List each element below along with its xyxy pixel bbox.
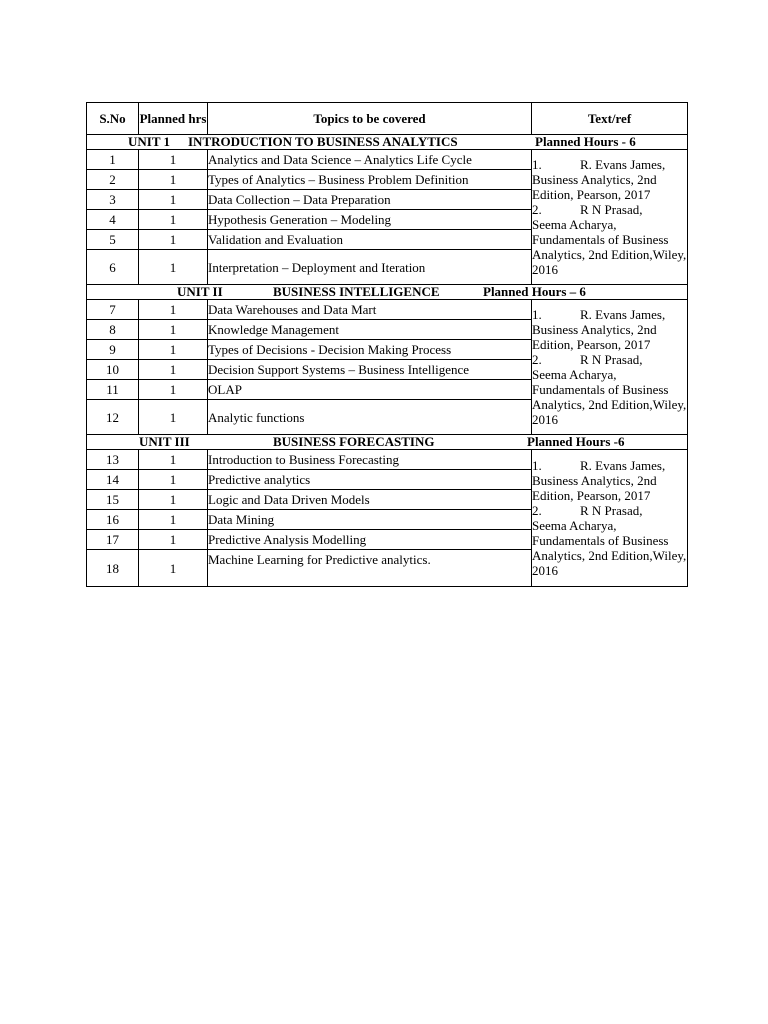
cell-sno: 4 bbox=[87, 210, 139, 230]
cell-sno: 14 bbox=[87, 470, 139, 490]
cell-sno: 15 bbox=[87, 490, 139, 510]
unit-planned-hours: Planned Hours -6 bbox=[527, 434, 625, 449]
cell-topic: Logic and Data Driven Models bbox=[208, 490, 532, 510]
header-topics: Topics to be covered bbox=[208, 103, 532, 135]
unit-header bbox=[87, 135, 688, 150]
cell-sno: 17 bbox=[87, 530, 139, 550]
reference-1 bbox=[532, 458, 687, 503]
cell-planned-hrs: 1 bbox=[139, 450, 208, 470]
reference-1-details: Business Analytics, 2nd Edition, Pearson, 2017 bbox=[532, 473, 657, 503]
unit-label: UNIT 1 bbox=[128, 134, 171, 149]
reference-1-author: R. Evans James, bbox=[580, 157, 666, 172]
cell-sno: 8 bbox=[87, 320, 139, 340]
reference-2 bbox=[532, 202, 687, 277]
cell-topic: Data Warehouses and Data Mart bbox=[208, 300, 532, 320]
cell-planned-hrs: 1 bbox=[139, 490, 208, 510]
cell-topic: Predictive analytics bbox=[208, 470, 532, 490]
cell-topic: Predictive Analysis Modelling bbox=[208, 530, 532, 550]
cell-sno: 5 bbox=[87, 230, 139, 250]
reference-2-author: R N Prasad, bbox=[580, 352, 643, 367]
cell-topic: Types of Analytics – Business Problem Definition bbox=[208, 170, 532, 190]
cell-topic: Types of Decisions - Decision Making Process bbox=[208, 340, 532, 360]
cell-topic: Analytic functions bbox=[208, 400, 532, 435]
reference-2-author: R N Prasad, bbox=[580, 503, 643, 518]
cell-planned-hrs: 1 bbox=[139, 510, 208, 530]
cell-sno: 3 bbox=[87, 190, 139, 210]
cell-planned-hrs: 1 bbox=[139, 400, 208, 435]
document-page bbox=[86, 102, 687, 587]
cell-topic: Machine Learning for Predictive analytics. bbox=[208, 550, 532, 587]
header-planned-hrs: Planned hrs bbox=[139, 103, 208, 135]
cell-sno: 9 bbox=[87, 340, 139, 360]
cell-topic: Knowledge Management bbox=[208, 320, 532, 340]
reference-1-author: R. Evans James, bbox=[580, 458, 666, 473]
cell-topic: Interpretation – Deployment and Iteration bbox=[208, 250, 532, 285]
cell-topic: Data Mining bbox=[208, 510, 532, 530]
unit-title: INTRODUCTION TO BUSINESS ANALYTICS bbox=[188, 134, 458, 149]
reference-1-author: R. Evans James, bbox=[580, 307, 666, 322]
cell-text-references bbox=[532, 150, 688, 285]
cell-planned-hrs: 1 bbox=[139, 360, 208, 380]
cell-topic: Analytics and Data Science – Analytics Life Cycle bbox=[208, 150, 532, 170]
cell-sno: 16 bbox=[87, 510, 139, 530]
unit-header-row bbox=[87, 435, 688, 450]
reference-1-number: 1. bbox=[532, 458, 542, 473]
cell-planned-hrs: 1 bbox=[139, 300, 208, 320]
cell-planned-hrs: 1 bbox=[139, 190, 208, 210]
cell-sno: 18 bbox=[87, 550, 139, 587]
cell-sno: 7 bbox=[87, 300, 139, 320]
reference-1-details: Business Analytics, 2nd Edition, Pearson, 2017 bbox=[532, 322, 657, 352]
cell-sno: 13 bbox=[87, 450, 139, 470]
cell-sno: 12 bbox=[87, 400, 139, 435]
reference-1 bbox=[532, 307, 687, 352]
reference-2 bbox=[532, 352, 687, 427]
reference-1 bbox=[532, 157, 687, 202]
cell-planned-hrs: 1 bbox=[139, 470, 208, 490]
cell-text-references bbox=[532, 450, 688, 587]
cell-sno: 6 bbox=[87, 250, 139, 285]
cell-planned-hrs: 1 bbox=[139, 170, 208, 190]
reference-2-number: 2. bbox=[532, 352, 542, 367]
cell-topic: Hypothesis Generation – Modeling bbox=[208, 210, 532, 230]
table-row bbox=[87, 300, 688, 320]
header-sno: S.No bbox=[87, 103, 139, 135]
cell-sno: 1 bbox=[87, 150, 139, 170]
cell-planned-hrs: 1 bbox=[139, 340, 208, 360]
cell-planned-hrs: 1 bbox=[139, 250, 208, 285]
cell-sno: 11 bbox=[87, 380, 139, 400]
unit-title: BUSINESS FORECASTING bbox=[273, 434, 435, 449]
header-textref: Text/ref bbox=[532, 103, 688, 135]
reference-1-number: 1. bbox=[532, 157, 542, 172]
cell-sno: 10 bbox=[87, 360, 139, 380]
cell-topic: Data Collection – Data Preparation bbox=[208, 190, 532, 210]
lesson-plan-table bbox=[86, 102, 688, 587]
header-row bbox=[87, 103, 688, 135]
cell-planned-hrs: 1 bbox=[139, 530, 208, 550]
cell-topic: Validation and Evaluation bbox=[208, 230, 532, 250]
cell-planned-hrs: 1 bbox=[139, 380, 208, 400]
cell-planned-hrs: 1 bbox=[139, 150, 208, 170]
unit-planned-hours: Planned Hours – 6 bbox=[483, 284, 586, 299]
table-row bbox=[87, 450, 688, 470]
cell-topic: Decision Support Systems – Business Intelligence bbox=[208, 360, 532, 380]
cell-topic: OLAP bbox=[208, 380, 532, 400]
reference-2-number: 2. bbox=[532, 202, 542, 217]
unit-header-row bbox=[87, 285, 688, 300]
cell-planned-hrs: 1 bbox=[139, 230, 208, 250]
unit-header bbox=[87, 435, 688, 450]
reference-2-details: Seema Acharya, Fundamentals of Business Analytics, 2nd Edition,Wiley, 2016 bbox=[532, 217, 687, 277]
reference-2-details: Seema Acharya, Fundamentals of Business Analytics, 2nd Edition,Wiley, 2016 bbox=[532, 518, 687, 578]
cell-sno: 2 bbox=[87, 170, 139, 190]
cell-planned-hrs: 1 bbox=[139, 320, 208, 340]
unit-label: UNIT II bbox=[177, 284, 223, 299]
unit-title: BUSINESS INTELLIGENCE bbox=[273, 284, 440, 299]
cell-planned-hrs: 1 bbox=[139, 210, 208, 230]
reference-2-details: Seema Acharya, Fundamentals of Business Analytics, 2nd Edition,Wiley, 2016 bbox=[532, 367, 687, 427]
unit-label: UNIT III bbox=[139, 434, 190, 449]
reference-1-details: Business Analytics, 2nd Edition, Pearson, 2017 bbox=[532, 172, 657, 202]
reference-2-author: R N Prasad, bbox=[580, 202, 643, 217]
cell-topic: Introduction to Business Forecasting bbox=[208, 450, 532, 470]
table-row bbox=[87, 150, 688, 170]
unit-header bbox=[87, 285, 688, 300]
reference-2-number: 2. bbox=[532, 503, 542, 518]
unit-header-row bbox=[87, 135, 688, 150]
unit-planned-hours: Planned Hours - 6 bbox=[535, 134, 636, 149]
cell-text-references bbox=[532, 300, 688, 435]
cell-planned-hrs: 1 bbox=[139, 550, 208, 587]
reference-1-number: 1. bbox=[532, 307, 542, 322]
reference-2 bbox=[532, 503, 687, 578]
